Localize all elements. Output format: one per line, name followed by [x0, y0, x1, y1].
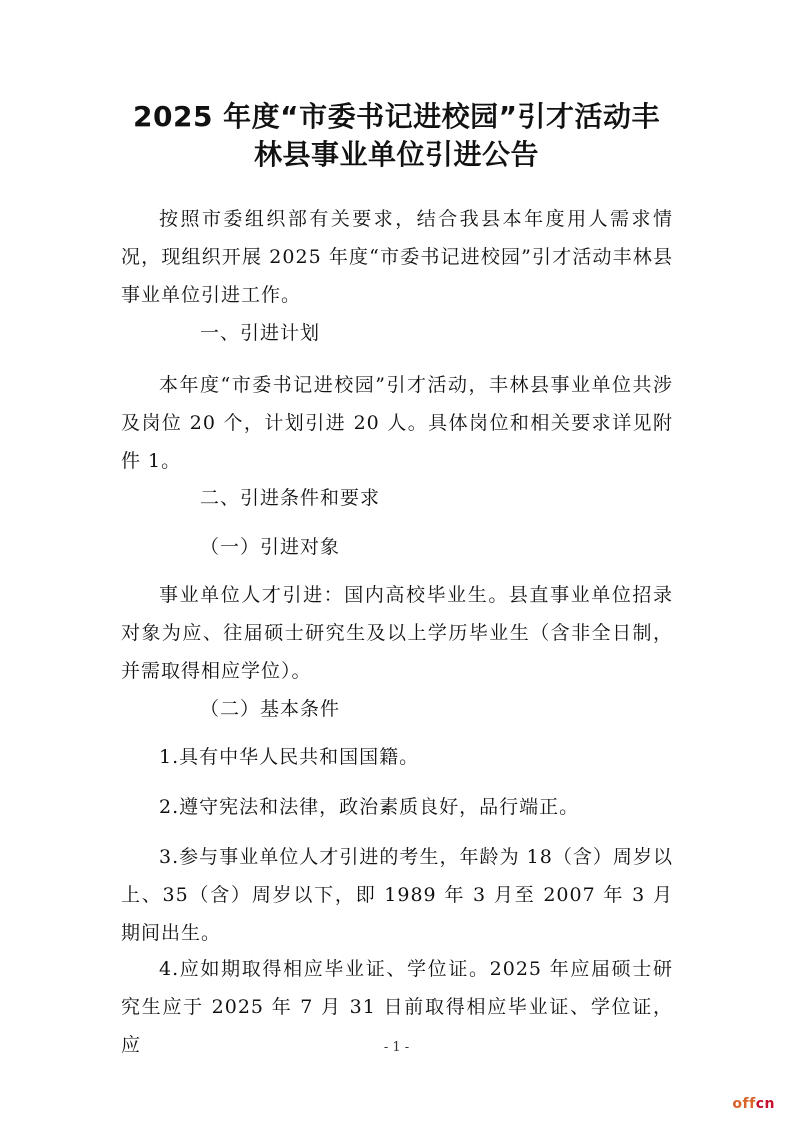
intro-paragraph: 按照市委组织部有关要求，结合我县本年度用人需求情况，现组织开展 2025 年度“市委书记进校园”引才活动丰林县事业单位引进工作。 — [121, 208, 673, 306]
condition-item-3: 3.参与事业单位人才引进的考生，年龄为 18（含）周岁以上、35（含）周岁以下，即 1989 年 3 月至 2007 年 3 月期间出生。 — [121, 846, 673, 944]
section2-heading: 二、引进条件和要求 — [200, 487, 381, 509]
section1-body: 本年度“市委书记进校园”引才活动，丰林县事业单位共涉及岗位 20 个，计划引进 20 人。具体岗位和相关要求详见附件 1。 — [121, 374, 673, 472]
section2-sub2-heading: （二）基本条件 — [200, 698, 341, 720]
condition-item-2: 2.遵守宪法和法律，政治素质良好，品行端正。 — [159, 796, 580, 818]
watermark-part-2: cn — [755, 1096, 775, 1112]
section2-sub1-heading: （一）引进对象 — [200, 536, 341, 558]
watermark-part-1: off — [732, 1096, 756, 1112]
condition-item-4: 4.应如期取得相应毕业证、学位证。2025 年应届硕士研究生应于 2025 年 7 月 31 日前取得相应毕业证、学位证，应 — [121, 958, 673, 1056]
page-number: - 1 - — [383, 1040, 410, 1055]
title-line-1: 2025 年度“市委书记进校园”引才活动丰 — [133, 100, 660, 133]
section2-sub1-body: 事业单位人才引进：国内高校毕业生。县直事业单位招录对象为应、往届硕士研究生及以上学历毕业生（含非全日制，并需取得相应学位）。 — [121, 584, 673, 682]
condition-item-1: 1.具有中华人民共和国国籍。 — [159, 746, 420, 768]
section1-heading: 一、引进计划 — [200, 322, 321, 344]
title-line-2: 林县事业单位引进公告 — [253, 138, 539, 171]
offcn-watermark — [732, 1096, 775, 1112]
